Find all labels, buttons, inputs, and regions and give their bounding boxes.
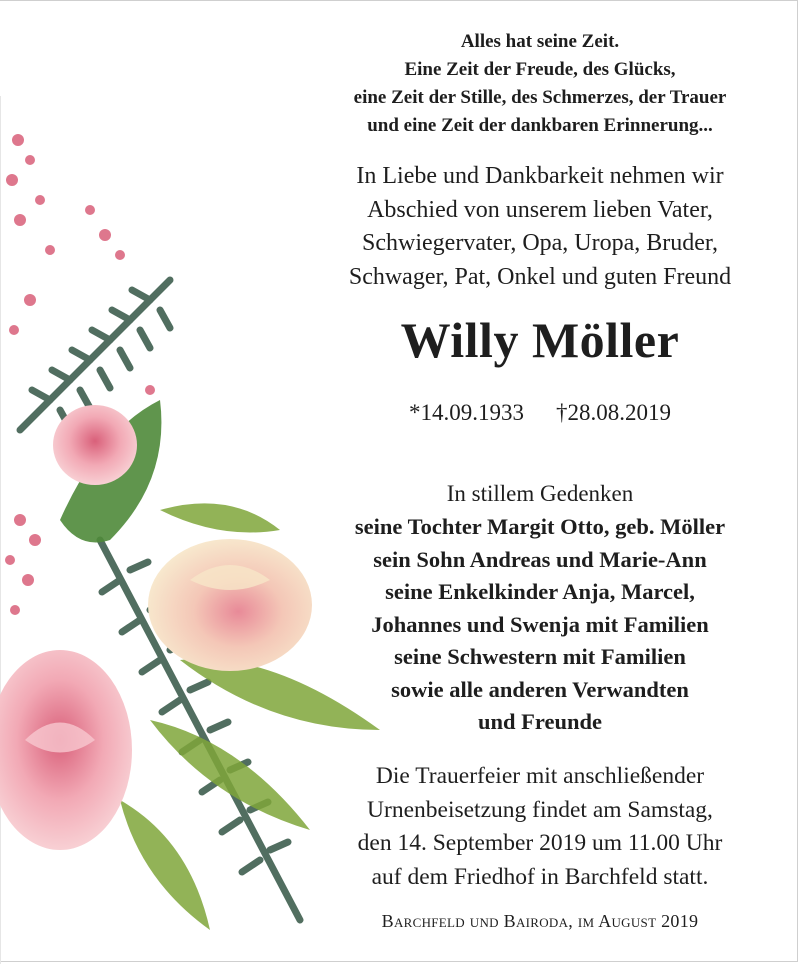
motto-line: eine Zeit der Stille, des Schmerzes, der Trauer [353, 87, 727, 108]
intro-line: In Liebe und Dankbarkeit nehmen wir [356, 163, 724, 189]
intro-block [300, 160, 780, 294]
mourner-line: seine Schwestern mit Familien [394, 644, 686, 669]
mourner-line: sowie alle anderen Verwandten [391, 676, 689, 702]
service-line: Urnenbeisetzung findet am Samstag, [367, 796, 713, 823]
mourner-line: seine Enkelkinder Anja, Marcel, [385, 579, 695, 604]
birth-date: *14.09.1933 [409, 400, 524, 425]
mourner-line: seine Tochter Margit Otto, geb. Möller [354, 514, 726, 539]
motto-line: Eine Zeit der Freude, des Glücks, [404, 59, 676, 80]
mourner-line: und Freunde [477, 709, 602, 734]
motto-block [300, 28, 780, 140]
mourner-line: sein Sohn Andreas und Marie-Ann [373, 546, 707, 572]
motto-line: und eine Zeit der dankbaren Erinnerung... [367, 115, 713, 136]
place-date: Barchfeld und Bairoda, im August 2019 [381, 911, 699, 931]
intro-line: Abschied von unserem lieben Vater, [367, 196, 713, 223]
mourners-list [300, 511, 780, 739]
memory-heading: In stillem Gedenken [446, 481, 634, 506]
motto-line: Alles hat seine Zeit. [460, 31, 620, 52]
deceased-name: Willy Möller [400, 312, 680, 368]
intro-line: Schwiegervater, Opa, Uropa, Bruder, [362, 230, 718, 256]
life-dates [300, 398, 780, 428]
service-line: den 14. September 2019 um 11.00 Uhr [357, 830, 723, 856]
intro-line: Schwager, Pat, Onkel und guten Freund [348, 263, 732, 290]
service-line: Die Trauerfeier mit anschließender [375, 763, 705, 789]
death-date: †28.08.2019 [556, 400, 671, 425]
service-block [300, 760, 780, 894]
mourner-line: Johannes und Swenja mit Familien [371, 611, 709, 637]
service-line: auf dem Friedhof in Barchfeld statt. [371, 863, 709, 890]
